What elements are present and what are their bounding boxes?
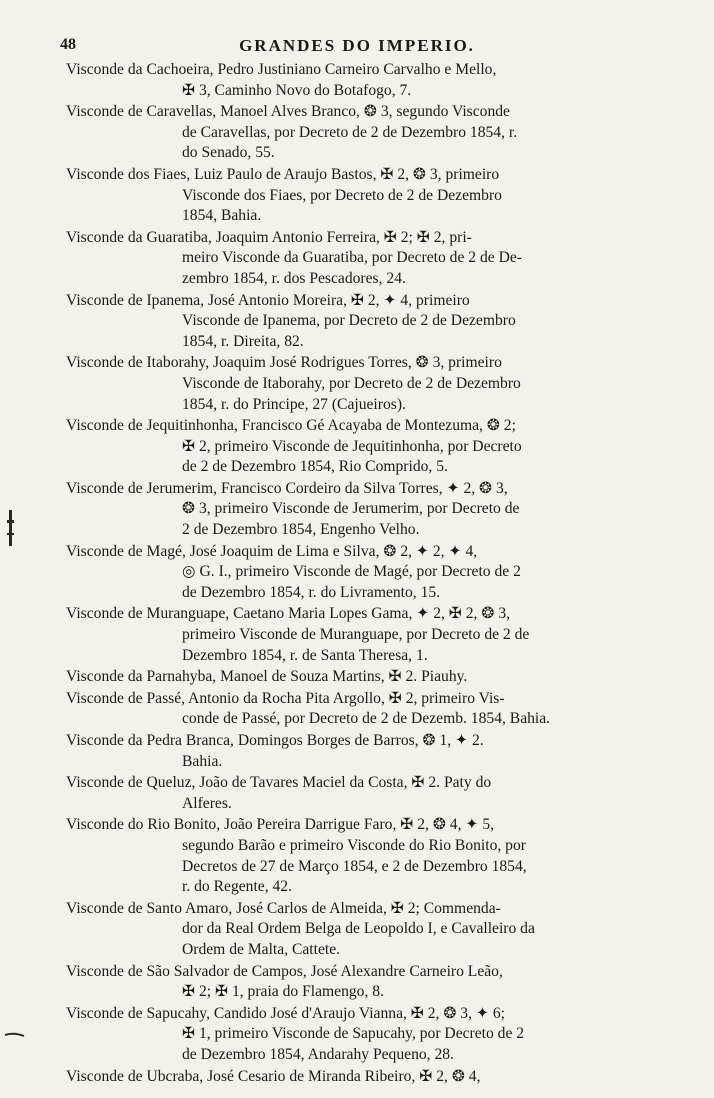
entry-continuation-line: 1854, Bahia. — [182, 207, 262, 225]
entry — [66, 542, 638, 604]
entry-continuation-line: zembro 1854, r. dos Pescadores, 24. — [182, 269, 406, 287]
entry-title-line: Visconde de Jequitinhonha, Francisco Gé Acayaba de Montezuma, ❂ 2; — [66, 417, 516, 435]
entry-title-line: Visconde do Rio Bonito, João Pereira Darrigue Faro, ✠ 2, ❂ 4, ✦ 5, — [66, 816, 495, 834]
entry-continuation-line: Decretos de 27 de Março 1854, e 2 de Dezembro 1854, — [182, 857, 527, 875]
entry — [66, 228, 638, 290]
entry-continuation-line: Alferes. — [182, 794, 232, 812]
entry-title-line: Visconde de Queluz, João de Tavares Maciel da Costa, ✠ 2. Paty do — [66, 774, 492, 792]
entry-title-line: Visconde de Ipanema, José Antonio Moreira, ✠ 2, ✦ 4, primeiro — [66, 291, 470, 309]
entry-continuation-line: Dezembro 1854, r. de Santa Theresa, 1. — [182, 646, 428, 664]
entry-title-line: Visconde de Magé, José Joaquim de Lima e Silva, ❂ 2, ✦ 2, ✦ 4, — [66, 542, 478, 560]
entry — [66, 1004, 638, 1066]
entry-continuation-line: de Dezembro 1854, r. do Livramento, 15. — [182, 583, 441, 601]
entry — [66, 479, 638, 541]
entry-continuation-line: Bahia. — [182, 752, 223, 770]
entry-title-line: Visconde de Jerumerim, Francisco Cordeiro da Silva Torres, ✦ 2, ❂ 3, — [66, 479, 508, 497]
entry — [66, 899, 638, 961]
entry-list — [66, 60, 638, 1088]
entry — [66, 815, 638, 897]
entry-title-line: Visconde dos Fiaes, Luiz Paulo de Araujo Bastos, ✠ 2, ❂ 3, primeiro — [66, 165, 500, 183]
entry-continuation-line: Visconde de Itaborahy, por Decreto de 2 de Dezembro — [182, 374, 521, 392]
margin-ink-mark — [4, 508, 18, 548]
entry — [66, 416, 638, 478]
entry-title-line: Visconde de Sapucahy, Candido José d'Araujo Vianna, ✠ 2, ❂ 3, ✦ 6; — [66, 1004, 505, 1022]
entry-title-line: Visconde da Pedra Branca, Domingos Borges de Barros, ❂ 1, ✦ 2. — [66, 732, 484, 749]
entry — [66, 731, 638, 772]
entry — [66, 667, 638, 688]
entry-continuation-line: de Caravellas, por Decreto de 2 de Dezembro 1854, r. — [182, 123, 518, 141]
entry-continuation-line: Visconde de Ipanema, por Decreto de 2 de Dezembro — [182, 312, 516, 330]
running-title: GRANDES DO IMPERIO. — [239, 36, 475, 55]
entry-continuation-line: 2 de Dezembro 1854, Engenho Velho. — [182, 521, 420, 539]
entry — [66, 102, 638, 164]
entry-continuation-line: segundo Barão e primeiro Visconde do Rio Bonito, por — [182, 836, 526, 854]
entry — [66, 165, 638, 227]
entry-continuation-line: ◎ G. I., primeiro Visconde de Magé, por Decreto de 2 — [182, 563, 521, 581]
entry-continuation-line: Ordem de Malta, Cattete. — [182, 940, 341, 958]
entry-title-line: Visconde de Muranguape, Caetano Maria Lopes Gama, ✦ 2, ✠ 2, ❂ 3, — [66, 605, 511, 623]
entry-title-line: Visconde da Parnahyba, Manoel de Souza Martins, ✠ 2. Piauhy. — [66, 668, 468, 686]
entry-title-line: Visconde de Itaborahy, Joaquim José Rodrigues Torres, ❂ 3, primeiro — [66, 354, 502, 372]
entry-continuation-line: dor da Real Ordem Belga de Leopoldo I, e Cavalleiro da — [182, 920, 535, 938]
entry-continuation-line: de Dezembro 1854, Andarahy Pequeno, 28. — [182, 1045, 454, 1063]
entry — [66, 773, 638, 814]
entry-continuation-line: ✠ 1, primeiro Visconde de Sapucahy, por Decreto de 2 — [182, 1025, 525, 1043]
entry — [66, 353, 638, 415]
entry-continuation-line: ❂ 3, primeiro Visconde de Jerumerim, por Decreto de — [182, 500, 520, 518]
entry-title-line: Visconde de Caravellas, Manoel Alves Branco, ❂ 3, segundo Visconde — [66, 103, 510, 121]
entry-continuation-line: ✠ 2, primeiro Visconde de Jequitinhonha, por Decreto — [182, 437, 522, 455]
entry-title-line: Visconde de Passé, Antonio da Rocha Pita Argollo, ✠ 2, primeiro Vis- — [66, 689, 505, 707]
entry-title-line: Visconde de Ubcraba, José Cesario de Miranda Ribeiro, ✠ 2, ❂ 4, — [66, 1067, 481, 1085]
entry — [66, 962, 638, 1003]
entry-title-line: Visconde de Santo Amaro, José Carlos de Almeida, ✠ 2; Commenda- — [66, 899, 501, 917]
entry-continuation-line: r. do Regente, 42. — [182, 878, 293, 896]
entry — [66, 291, 638, 353]
entry — [66, 689, 638, 730]
entry-continuation-line: primeiro Visconde de Muranguape, por Decreto de 2 de — [182, 626, 530, 644]
entry-continuation-line: conde de Passé, por Decreto de 2 de Dezemb. 1854, Bahia. — [182, 710, 551, 728]
entry-continuation-line: do Senado, 55. — [182, 144, 275, 162]
entry-continuation-line: 1854, r. do Principe, 27 (Cajueiros). — [182, 395, 406, 413]
entry-continuation-line: meiro Visconde da Guaratiba, por Decreto de 2 de De- — [182, 249, 522, 267]
entry-continuation-line: 1854, r. Direita, 82. — [182, 332, 304, 350]
entry-continuation-line: ✠ 2; ✠ 1, praia do Flamengo, 8. — [182, 983, 384, 1001]
entry-title-line: Visconde da Cachoeira, Pedro Justiniano Carneiro Carvalho e Mello, — [66, 61, 497, 78]
entry-continuation-line: de 2 de Dezembro 1854, Rio Comprido, 5. — [182, 458, 448, 476]
page-number: 48 — [60, 36, 76, 53]
entry — [66, 60, 638, 101]
entry-continuation-line: ✠ 3, Caminho Novo do Botafogo, 7. — [182, 81, 412, 99]
entry-title-line: Visconde da Guaratiba, Joaquim Antonio Ferreira, ✠ 2; ✠ 2, pri- — [66, 228, 472, 246]
entry-continuation-line: Visconde dos Fiaes, por Decreto de 2 de Dezembro — [182, 186, 502, 204]
entry — [66, 1067, 638, 1088]
entry — [66, 604, 638, 666]
page-header — [0, 36, 714, 62]
corner-ink-mark — [4, 1030, 26, 1040]
entry-title-line: Visconde de São Salvador de Campos, José Alexandre Carneiro Leão, — [66, 962, 503, 980]
